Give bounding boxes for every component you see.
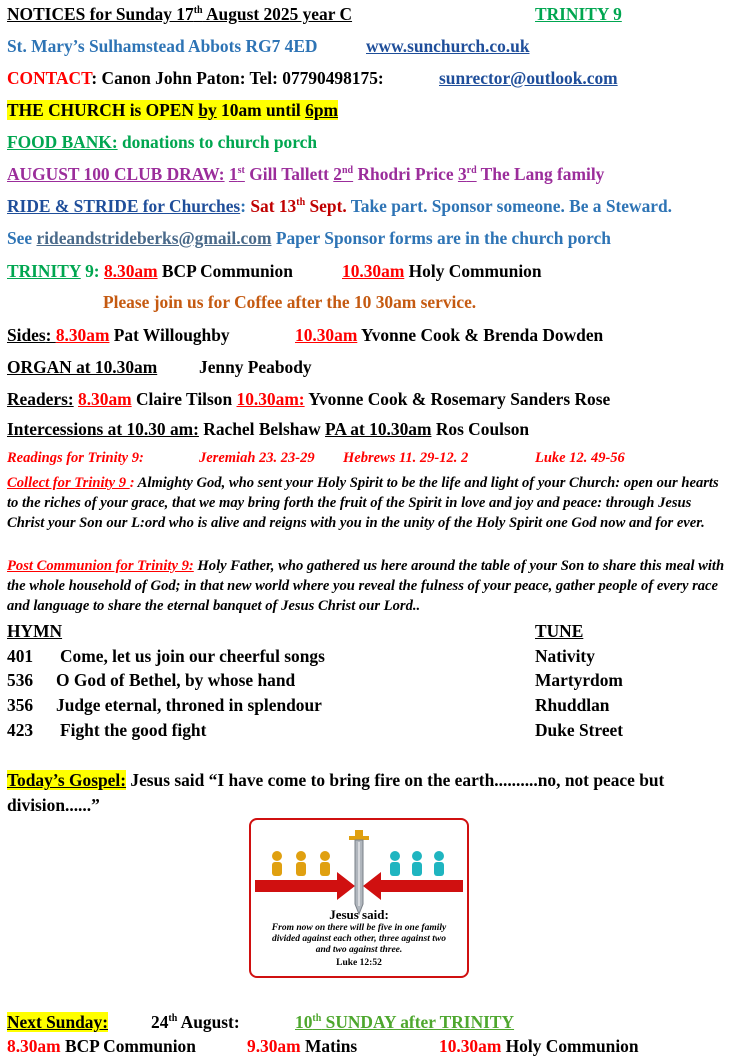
post-communion-label: Post Communion for Trinity 9: <box>7 558 194 574</box>
illustration-reference: Luke 12:52 <box>336 958 382 968</box>
contact-label: CONTACT <box>7 68 92 88</box>
service-time-2: 10.30am <box>342 261 405 281</box>
readers-time-1: 8.30am <box>78 389 132 409</box>
contact-email-link[interactable]: sunrector@outlook.com <box>439 68 618 88</box>
website-link[interactable]: www.sunchurch.co.uk <box>366 36 530 56</box>
readers-time-2: 10.30am: <box>236 389 305 409</box>
club-third-num: 3 <box>457 164 467 184</box>
notices-date-sup: th <box>193 5 203 16</box>
hymn-title: Come, let us join our cheerful songs <box>60 646 325 666</box>
collect-colon: : <box>129 475 135 491</box>
readers-name-1: Claire Tilson <box>131 389 237 409</box>
food-bank-label: FOOD BANK: <box>7 132 118 152</box>
ride-stride-line <box>7 196 672 216</box>
illustration-line-3: and two against three. <box>315 945 403 955</box>
sponsor-line <box>7 228 611 248</box>
contact-line <box>7 68 384 88</box>
left-people-icon <box>272 851 330 876</box>
ride-stride-colon: : <box>240 196 251 216</box>
next-trinity <box>295 1012 514 1032</box>
ride-stride-text: Take part. Sponsor someone. Be a Steward. <box>346 196 673 216</box>
notices-title <box>7 4 352 24</box>
sides-name-1: Pat Willoughby <box>109 325 230 345</box>
hymn-number: 401 <box>7 646 34 666</box>
next-name-1: BCP Communion <box>60 1036 196 1056</box>
illustration-line-2: divided against each other, three against two <box>272 934 446 944</box>
readings-label: Readings for Trinity 9: <box>7 450 144 466</box>
next-trinity-sup: th <box>312 1013 322 1024</box>
next-service-1 <box>7 1036 196 1056</box>
reading-2: Hebrews 11. 29-12. 2 <box>343 450 469 466</box>
readers-line <box>7 389 610 409</box>
ride-stride-label: RIDE & STRIDE for Churches <box>7 196 241 216</box>
next-trinity-num: 10 <box>295 1012 313 1032</box>
collect-text: Almighty God, who sent your Holy Spirit to be the life and light of your Church: open our hearts to the riches of your grace, that we may bring forth the fruit of the Spirit in love and joy and peace: through Jesus Christ your Son our L:ord who is alive and reigns with you in the unity of the Holy Spirit one God now and for ever. <box>7 475 719 531</box>
readers-name-2: Yvonne Cook & Rosemary Sanders Rose <box>304 389 611 409</box>
intercessions-line <box>7 419 529 439</box>
sides-time-2: 10.30am <box>295 325 358 345</box>
service-name-2: Holy Communion <box>404 261 542 281</box>
next-date-month: August: <box>177 1012 240 1032</box>
notices-date-text: NOTICES for Sunday 17 <box>7 4 194 24</box>
club-first-name: Gill Tallett <box>244 164 334 184</box>
ride-stride-email-link[interactable]: rideandstrideberks@gmail.com <box>36 228 272 248</box>
club-draw-line <box>7 164 604 184</box>
hymn-title: Judge eternal, throned in splendour <box>56 695 322 715</box>
hymn-title: O God of Bethel, by whose hand <box>56 670 296 690</box>
post-communion-text: Holy Father, who gathered us here around the table of your Son to share this meal with the whole household of God; in that new world where you reveal the fulness of your peace, gather people of every race and language to share the eternal banquet of Jesus Christ our Lord.. <box>7 558 725 614</box>
sponsor-forms-text: Paper Sponsor forms are in the church porch <box>271 228 611 248</box>
services-label-num: 9: <box>80 261 104 281</box>
food-bank-text: donations to church porch <box>117 132 318 152</box>
services-line <box>7 261 293 281</box>
sword-division-graphic <box>251 820 467 916</box>
services-label: TRINITY <box>7 261 81 281</box>
hymn-tune: Nativity <box>535 646 595 666</box>
pa-label: PA at 10.30am <box>325 419 432 439</box>
sides-colon: : <box>45 325 56 345</box>
open-text-2: 10am until <box>216 100 306 120</box>
sides-time-1: 8.30am <box>55 325 110 345</box>
readers-label: Readers: <box>7 389 74 409</box>
reading-3: Luke 12. 49-56 <box>535 450 625 466</box>
open-by: by <box>198 100 217 120</box>
open-time: 6pm <box>305 100 338 120</box>
notices-heading <box>7 4 352 24</box>
hymn-number: 423 <box>7 720 34 740</box>
club-third-place <box>458 164 477 184</box>
ride-date-text: Sat 13 <box>250 196 297 216</box>
hymn-number: 356 <box>7 695 34 715</box>
next-service-3 <box>439 1036 639 1056</box>
post-communion-paragraph <box>7 556 725 616</box>
next-trinity-text: SUNDAY after TRINITY <box>321 1012 515 1032</box>
next-time-3: 10.30am <box>439 1036 502 1056</box>
sides-line-2 <box>295 325 603 345</box>
club-first-num: 1 <box>228 164 238 184</box>
sides-name-2: Yvonne Cook & Brenda Dowden <box>357 325 604 345</box>
coffee-notice: Please join us for Coffee after the 10 30am service. <box>103 292 477 312</box>
hymn-title: Fight the good fight <box>60 720 207 740</box>
next-service-2 <box>247 1036 357 1056</box>
organ-label: ORGAN at 10.30am <box>7 357 158 377</box>
next-sunday-label <box>7 1012 108 1032</box>
contact-text: : Canon John Paton: Tel: 07790498175: <box>91 68 384 88</box>
next-sunday-label-text: Next Sunday: <box>7 1012 108 1032</box>
next-name-2: Matins <box>300 1036 358 1056</box>
next-time-2: 9.30am <box>247 1036 301 1056</box>
gospel-text-1: Jesus said “I have come to bring fire on the earth..........no, not peace but <box>126 770 665 790</box>
pa-name: Ros Coulson <box>431 419 530 439</box>
club-second-name: Rhodri Price <box>353 164 458 184</box>
notices-year-text: August 2025 year C <box>202 4 353 24</box>
next-sunday-date <box>151 1012 240 1032</box>
club-second-sup: nd <box>342 165 354 176</box>
next-date-num: 24 <box>151 1012 169 1032</box>
club-first-place <box>229 164 245 184</box>
illustration-line-1: From now on there will be five in one family <box>271 923 447 933</box>
next-name-3: Holy Communion <box>501 1036 639 1056</box>
ride-date-month: Sept. <box>305 196 347 216</box>
service-name-1: BCP Communion <box>157 261 293 281</box>
sponsor-see: See <box>7 228 37 248</box>
service-time-1: 8.30am <box>103 261 158 281</box>
trinity-label: TRINITY 9 <box>535 4 622 24</box>
hymn-header: HYMN <box>7 621 63 641</box>
reading-1: Jeremiah 23. 23-29 <box>199 450 315 466</box>
collect-paragraph <box>7 473 725 533</box>
club-third-sup: rd <box>466 165 477 176</box>
club-second-num: 2 <box>333 164 342 184</box>
left-arrow <box>255 872 355 900</box>
ride-stride-date <box>250 196 346 216</box>
food-bank-line <box>7 132 317 152</box>
hymn-tune: Rhuddlan <box>535 695 610 715</box>
sword-icon <box>349 830 369 914</box>
intercessions-name: Rachel Belshaw <box>198 419 326 439</box>
next-time-1: 8.30am <box>7 1036 61 1056</box>
hymn-number: 536 <box>7 670 34 690</box>
club-second-place <box>333 164 353 184</box>
tune-header: TUNE <box>535 621 584 641</box>
collect-label: Collect for Trinity 9 <box>7 475 130 491</box>
church-name: St. Mary’s Sulhamstead Abbots RG7 4ED <box>7 36 318 56</box>
illustration-title: Jesus said: <box>329 907 389 922</box>
right-people-icon <box>390 851 444 876</box>
sides-label: Sides <box>7 325 46 345</box>
church-open-banner <box>7 100 338 120</box>
open-text-1: THE CHURCH is OPEN <box>7 100 199 120</box>
hymn-tune: Martyrdom <box>535 670 623 690</box>
organ-name: Jenny Peabody <box>199 357 312 377</box>
club-draw-label: AUGUST 100 CLUB DRAW: <box>7 164 225 184</box>
sides-line <box>7 325 230 345</box>
gospel-line <box>7 770 664 790</box>
intercessions-label: Intercessions at 10.30 am: <box>7 419 199 439</box>
ride-date-sup: th <box>296 197 306 208</box>
services-line-2 <box>342 261 542 281</box>
next-date-sup: th <box>168 1013 178 1024</box>
gospel-illustration <box>249 818 469 978</box>
right-arrow <box>363 872 463 900</box>
hymn-tune: Duke Street <box>535 720 624 740</box>
club-first-sup: st <box>237 165 245 176</box>
club-third-name: The Lang family <box>476 164 605 184</box>
gospel-text-2: division......” <box>7 795 100 815</box>
gospel-label: Today’s Gospel: <box>7 770 127 790</box>
